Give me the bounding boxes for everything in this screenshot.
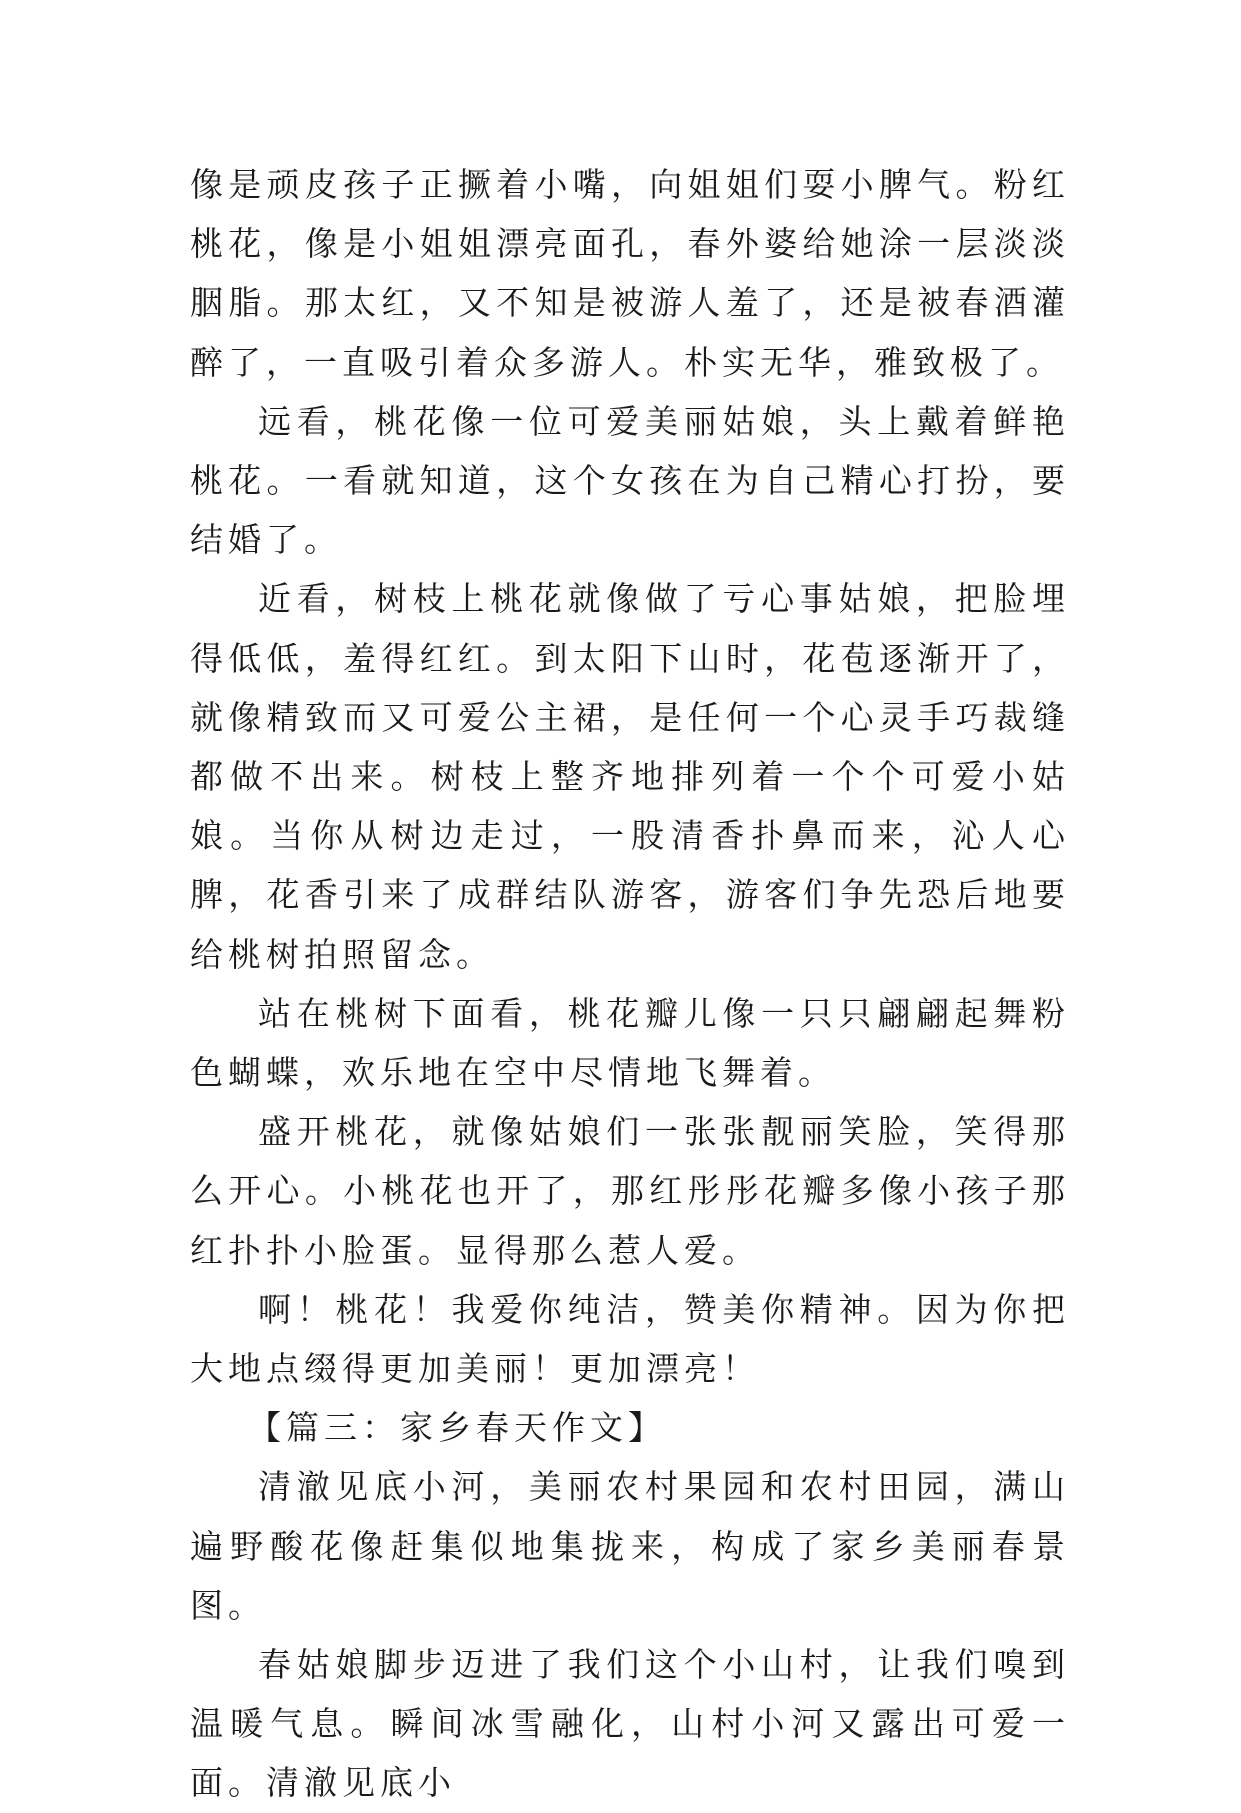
paragraph-hometown-scene: 清澈见底小河，美丽农村果园和农村田园，满山遍野酸花像赶集似地集拢来，构成了家乡美丽春景图。 [190,1467,1070,1625]
paragraph-peach-colors: 像是顽皮孩子正撅着小嘴，向姐姐们耍小脾气。粉红桃花，像是小姐姐漂亮面孔，春外婆给她涂一层淡淡胭脂。那太红，又不知是被游人羞了，还是被春酒灌醉了，一直吸引着众多游人。朴实无华，雅致极了。 [190,165,1070,382]
section-heading: 【篇三：家乡春天作文】 [248,1408,666,1448]
paragraph-close-view: 近看，树枝上桃花就像做了亏心事姑娘，把脸埋得低低，羞得红红。到太阳下山时，花苞逐渐开了，就像精致而又可爱公主裙，是任何一个心灵手巧裁缝都做不出来。树枝上整齐地排列着一个个可爱小姑娘。当你从树边走过，一股清香扑鼻而来，沁人心脾，花香引来了成群结队游客，游客们争先恐后地要给桃树拍照留念。 [190,579,1070,974]
paragraph-under-tree: 站在桃树下面看，桃花瓣儿像一只只翩翩起舞粉色蝴蝶，欢乐地在空中尽情地飞舞着。 [190,993,1070,1093]
paragraph-praise: 啊！桃花！我爱你纯洁，赞美你精神。因为你把大地点缀得更加美丽！更加漂亮！ [190,1289,1070,1389]
paragraph-distant-view: 远看，桃花像一位可爱美丽姑娘，头上戴着鲜艳桃花。一看就知道，这个女孩在为自己精心打扮，要结婚了。 [190,401,1070,560]
paragraph-full-bloom: 盛开桃花，就像姑娘们一张张靓丽笑脸，笑得那么开心。小桃花也开了，那红彤彤花瓣多像小孩子那红扑扑小脸蛋。显得那么惹人爱。 [190,1112,1070,1270]
document-body [190,155,1070,1813]
paragraph-spring-arrives: 春姑娘脚步迈进了我们这个小山村，让我们嗅到温暖气息。瞬间冰雪融化，山村小河又露出可爱一面。清澈见底小 [190,1645,1070,1803]
